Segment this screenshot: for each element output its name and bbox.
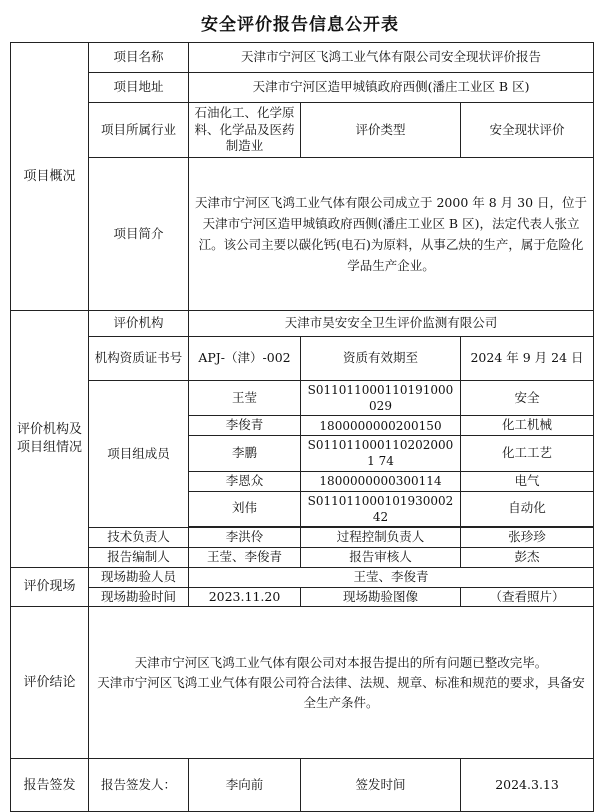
signoff-time-label: 签发时间 bbox=[301, 759, 461, 812]
member-field: 化工工艺 bbox=[461, 436, 594, 471]
member-name: 刘伟 bbox=[189, 491, 301, 526]
industry-value: 石油化工、化学原料、化学品及医药制造业 bbox=[189, 103, 301, 158]
view-photos-link[interactable]: （查看照片） bbox=[461, 587, 594, 607]
author-label: 报告编制人 bbox=[89, 547, 189, 567]
process-lead-value: 张珍珍 bbox=[461, 527, 594, 547]
member-name: 李鹏 bbox=[189, 436, 301, 471]
tech-lead-label: 技术负责人 bbox=[89, 527, 189, 547]
project-intro-text: 天津市宁河区飞鸿工业气体有限公司成立于 2000 年 8 月 30 日，位于天津市宁河区造甲城镇政府西侧(潘庄工业区 B 区)，法定代表人张立江。该公司主要以碳化钙(电石)为原料，从事乙炔的生产，属于危险化学品生产企业。 bbox=[189, 158, 594, 311]
disclosure-table bbox=[10, 42, 594, 812]
agency-value: 天津市昊安安全卫生评价监测有限公司 bbox=[189, 311, 594, 337]
project-name-label: 项目名称 bbox=[89, 43, 189, 73]
conclusion-text bbox=[89, 607, 594, 759]
section-site: 评价现场 bbox=[11, 567, 89, 607]
conclusion-line-1: 天津市宁河区飞鸿工业气体有限公司对本报告提出的所有问题已整改完毕。 bbox=[134, 654, 548, 670]
project-address-label: 项目地址 bbox=[89, 73, 189, 103]
evaluation-type-value: 安全现状评价 bbox=[461, 103, 594, 158]
members-label: 项目组成员 bbox=[89, 381, 189, 528]
member-field: 自动化 bbox=[461, 491, 594, 526]
process-lead-label: 过程控制负责人 bbox=[301, 527, 461, 547]
inspectors-value: 王莹、李俊青 bbox=[189, 567, 594, 587]
conclusion-line-2: 天津市宁河区飞鸿工业气体有限公司符合法律、法规、规章、标准和规范的要求，具备安全生产条件。 bbox=[97, 674, 585, 710]
section-conclusion: 评价结论 bbox=[11, 607, 89, 759]
member-id: 1800000000300114 bbox=[301, 471, 461, 491]
section-signoff: 报告签发 bbox=[11, 759, 89, 812]
member-field: 安全 bbox=[461, 381, 594, 416]
validity-label: 资质有效期至 bbox=[301, 337, 461, 381]
member-id: S011011000110191000029 bbox=[301, 381, 461, 416]
author-value: 王莹、李俊青 bbox=[189, 547, 301, 567]
document-title: 安全评价报告信息公开表 bbox=[201, 15, 399, 35]
member-id: 1800000000200150 bbox=[301, 416, 461, 436]
inspection-date-label: 现场勘验时间 bbox=[89, 587, 189, 607]
section-overview: 项目概况 bbox=[11, 43, 89, 311]
tech-lead-value: 李洪伶 bbox=[189, 527, 301, 547]
project-address-value: 天津市宁河区造甲城镇政府西侧(潘庄工业区 B 区) bbox=[189, 73, 594, 103]
member-id: S0110110001102020001 74 bbox=[301, 436, 461, 471]
project-name-value: 天津市宁河区飞鸿工业气体有限公司安全现状评价报告 bbox=[189, 43, 594, 73]
inspection-date-value: 2023.11.20 bbox=[189, 587, 301, 607]
signer-label: 报告签发人： bbox=[89, 759, 189, 812]
member-name: 李俊青 bbox=[189, 416, 301, 436]
member-field: 电气 bbox=[461, 471, 594, 491]
reviewer-value: 彭杰 bbox=[461, 547, 594, 567]
reviewer-label: 报告审核人 bbox=[301, 547, 461, 567]
cert-value: APJ-（津）-002 bbox=[189, 337, 301, 381]
project-intro-label: 项目简介 bbox=[89, 158, 189, 311]
validity-value: 2024 年 9 月 24 日 bbox=[461, 337, 594, 381]
member-name: 王莹 bbox=[189, 381, 301, 416]
member-name: 李恩众 bbox=[189, 471, 301, 491]
inspection-images-label: 现场勘验图像 bbox=[301, 587, 461, 607]
section-agency: 评价机构及项目组情况 bbox=[11, 311, 89, 568]
member-id: S011011000101930002 42 bbox=[301, 491, 461, 526]
member-field: 化工机械 bbox=[461, 416, 594, 436]
signer-value: 李向前 bbox=[189, 759, 301, 812]
signoff-time-value: 2024.3.13 bbox=[461, 759, 594, 812]
inspectors-label: 现场勘验人员 bbox=[89, 567, 189, 587]
cert-label: 机构资质证书号 bbox=[89, 337, 189, 381]
evaluation-type-label: 评价类型 bbox=[301, 103, 461, 158]
industry-label: 项目所属行业 bbox=[89, 103, 189, 158]
agency-label: 评价机构 bbox=[89, 311, 189, 337]
